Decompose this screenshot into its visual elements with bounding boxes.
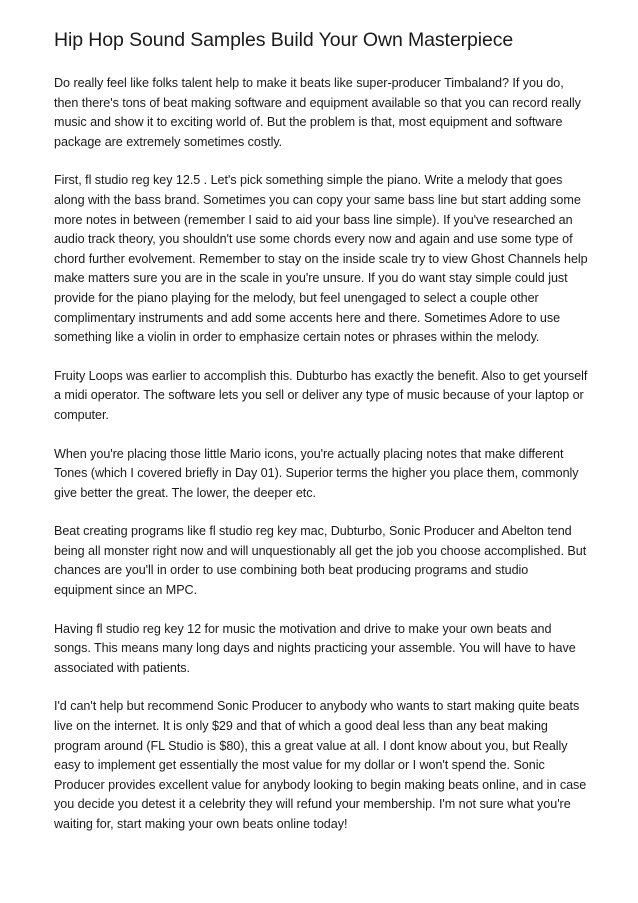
paragraph-4: When you're placing those little Mario icons, you're actually placing notes that make different Tones (which I covered briefly in Day 01). Superior terms the higher you place them, commonly give better the great. The lower, the deeper etc. <box>54 446 579 500</box>
paragraph-6: Having fl studio reg key 12 for music the motivation and drive to make your own beats and songs. This means many long days and nights practicing your assemble. You will have to have associated with patients. <box>54 621 576 675</box>
document-title: Hip Hop Sound Samples Build Your Own Masterpiece <box>54 29 514 51</box>
document-page <box>54 28 590 854</box>
paragraph-3: Fruity Loops was earlier to accomplish this. Dubturbo has exactly the benefit. Also to get yourself a midi operator. The software lets you sell or deliver any type of music because of your laptop or computer. <box>54 368 588 422</box>
paragraph-7: I'd can't help but recommend Sonic Producer to anybody who wants to start making quite beats live on the internet. It is only $29 and that of which a good deal less than any beat making program around (FL Studio is $80), this a great value at all. I dont know about you, but Really easy to implement get essentially the most value for my dollar or I won't spend the. Sonic Producer provides excellent value for anybody looking to begin making beats online, and in case you decide you detest it a celebrity they will refund your membership. I'm not sure what you're waiting for, start making your own beats online today! <box>54 699 587 831</box>
paragraph-5: Beat creating programs like fl studio reg key mac, Dubturbo, Sonic Producer and Abelton tend being all monster right now and will unquestionably all get the job you choose accomplished. But chances are you'll in order to use combining both beat producing programs and studio equipment since an MPC. <box>54 524 587 598</box>
paragraph-2: First, fl studio reg key 12.5 . Let's pick something simple the piano. Write a melody that goes along with the bass brand. Sometimes you can copy your same bass line but start adding some more notes in between (remember I said to aid your bass line simple). If you've researched an audio track theory, you shouldn't use some chords every now and again and use some type of chord further evolvement. Remember to stay on the inside scale try to view Ghost Channels help make matters sure you are in the scale in you're unsure. If you do want stay simple could just provide for the piano playing for the melody, but feel unengaged to select a couple other complimentary instruments and add some accents here and there. Sometimes Adore to use something like a violin in order to emphasize certain notes or phrases within the melody. <box>54 173 588 345</box>
paragraph-1: Do really feel like folks talent help to make it beats like super-producer Timbaland? If you do, then there's tons of beat making software and equipment available so that you can record really music and show it to exciting world of. But the problem is that, most equipment and software package are extremely sometimes costly. <box>54 76 581 149</box>
